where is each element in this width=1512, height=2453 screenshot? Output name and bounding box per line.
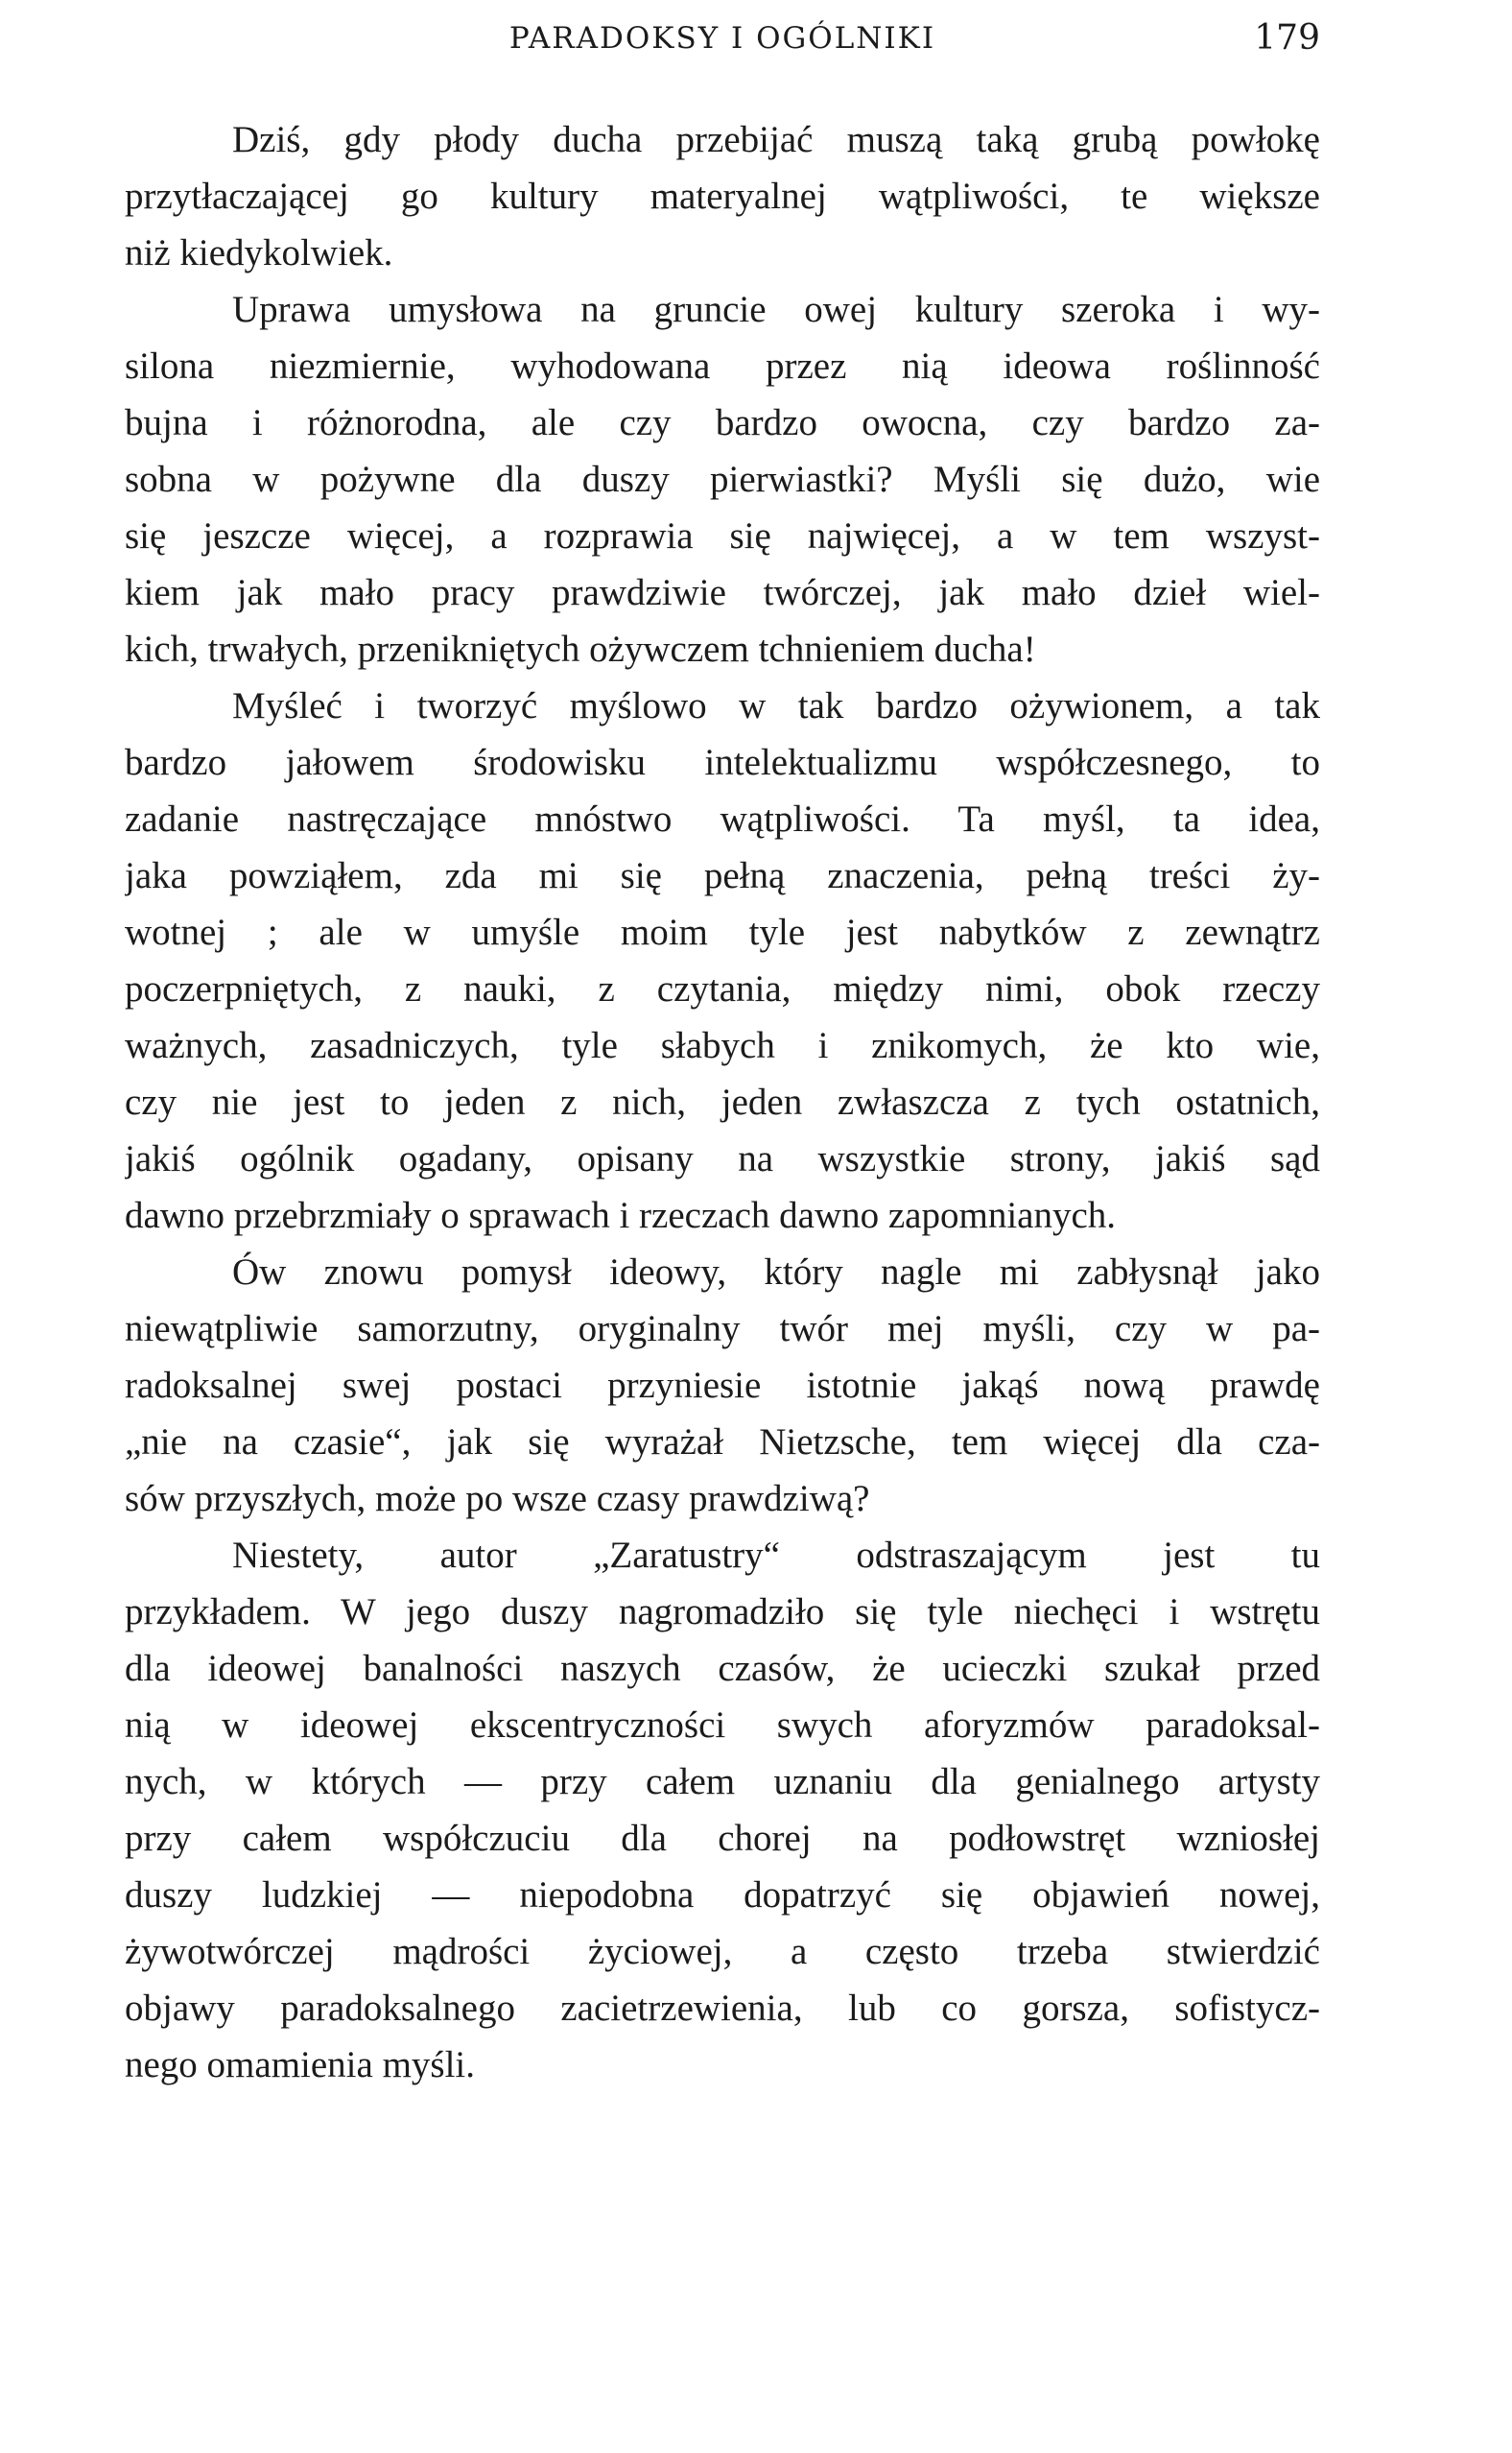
text-line: jakiś ogólnik ogadany, opisany na wszystkie strony, jakiś sąd xyxy=(125,1138,1320,1179)
text-line: się jeszcze więcej, a rozprawia się najwięcej, a w tem wszyst- xyxy=(125,515,1320,557)
paragraph xyxy=(125,1527,1320,2093)
paragraph xyxy=(125,1244,1320,1527)
running-title: PARADOKSY I OGÓLNIKI xyxy=(508,21,936,56)
text-line: „nie na czasie“, jak się wyrażał Nietzsche, tem więcej dla cza- xyxy=(125,1421,1320,1463)
paragraph xyxy=(125,281,1320,678)
text-line: nią w ideowej ekscentryczności swych aforyzmów paradoksal- xyxy=(125,1704,1320,1746)
text-line: zadanie nastręczające mnóstwo wątpliwości. Ta myśl, ta idea, xyxy=(125,798,1320,840)
text-line: przytłaczającej go kultury materyalnej wątpliwości, te większe xyxy=(125,176,1320,217)
text-line: kiem jak mało pracy prawdziwie twórczej, jak mało dzieł wiel- xyxy=(125,572,1320,613)
text-line: sobna w pożywne dla duszy pierwiastki? Myśli się dużo, wie xyxy=(125,459,1320,500)
text-line: dawno przebrzmiały o sprawach i rzeczach dawno zapomnianych. xyxy=(125,1195,1117,1236)
text-body xyxy=(125,111,1320,2093)
text-line: Myśleć i tworzyć myślowo w tak bardzo ożywionem, a tak xyxy=(232,685,1320,726)
text-line: bujna i różnorodna, ale czy bardzo owocna, czy bardzo za- xyxy=(125,402,1320,443)
text-line: wotnej ; ale w umyśle moim tyle jest nabytków z zewnątrz xyxy=(125,912,1320,953)
text-line: radoksalnej swej postaci przyniesie istotnie jakąś nową prawdę xyxy=(125,1365,1320,1406)
text-line: poczerpniętych, z nauki, z czytania, między nimi, obok rzeczy xyxy=(125,968,1320,1010)
page-number: 179 xyxy=(1254,18,1320,58)
running-head xyxy=(125,10,1320,67)
paragraph xyxy=(125,111,1320,281)
text-line: jaka powziąłem, zda mi się pełną znaczenia, pełną treści ży- xyxy=(125,855,1320,896)
text-line: żywotwórczej mądrości życiowej, a często trzeba stwierdzić xyxy=(125,1931,1320,1972)
text-line: kich, trwałych, przenikniętych ożywczem tchnieniem ducha! xyxy=(125,629,1036,670)
text-line: objawy paradoksalnego zacietrzewienia, lub co gorsza, sofistycz- xyxy=(125,1988,1320,2029)
text-line: Dziś, gdy płody ducha przebijać muszą taką grubą powłokę xyxy=(232,119,1320,160)
text-line: ważnych, zasadniczych, tyle słabych i znikomych, że kto wie, xyxy=(125,1025,1320,1066)
text-line: Niestety, autor „Zaratustry“ odstraszającym jest tu xyxy=(232,1535,1320,1576)
text-line: przykładem. W jego duszy nagromadziło się tyle niechęci i wstrętu xyxy=(125,1591,1320,1632)
text-line: Ów znowu pomysł ideowy, który nagle mi zabłysnął jako xyxy=(232,1251,1320,1293)
text-line: nego omamienia myśli. xyxy=(125,2044,476,2085)
text-line: niż kiedykolwiek. xyxy=(125,232,393,274)
text-line: czy nie jest to jeden z nich, jeden zwłaszcza z tych ostatnich, xyxy=(125,1082,1320,1123)
text-line: silona niezmiernie, wyhodowana przez nią ideowa roślinność xyxy=(125,345,1320,387)
text-line: przy całem współczuciu dla chorej na podłowstręt wzniosłej xyxy=(125,1818,1320,1859)
text-line: bardzo jałowem środowisku intelektualizmu współczesnego, to xyxy=(125,742,1320,783)
text-line: sów przyszłych, może po wsze czasy prawdziwą? xyxy=(125,1478,870,1519)
text-line: dla ideowej banalności naszych czasów, że ucieczki szukał przed xyxy=(125,1648,1320,1689)
paragraph xyxy=(125,678,1320,1244)
text-line: Uprawa umysłowa na gruncie owej kultury szeroka i wy- xyxy=(232,289,1320,330)
text-line: niewątpliwie samorzutny, oryginalny twór mej myśli, czy w pa- xyxy=(125,1308,1320,1349)
text-line: duszy ludzkiej — niepodobna dopatrzyć się objawień nowej, xyxy=(125,1874,1320,1916)
text-line: nych, w których — przy całem uznaniu dla genialnego artysty xyxy=(125,1761,1320,1802)
